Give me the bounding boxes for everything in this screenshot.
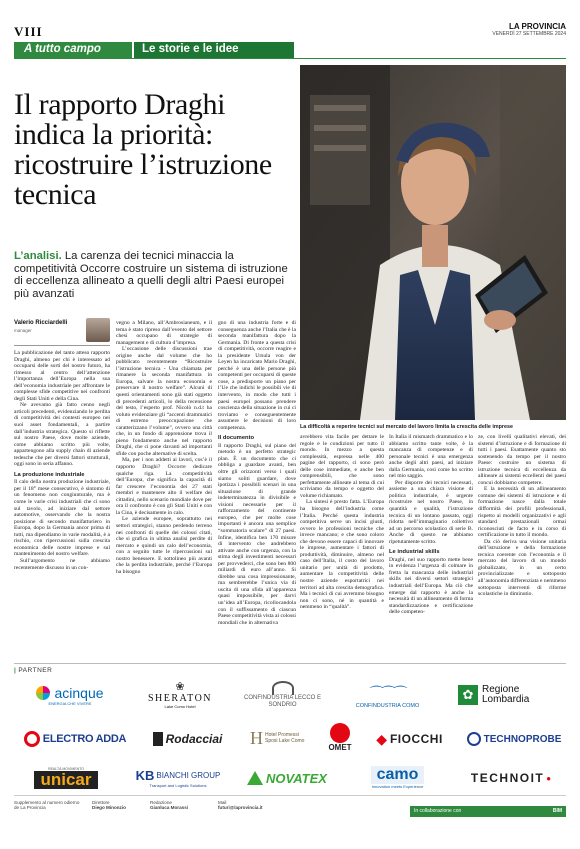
partner-label: | PARTNER xyxy=(14,667,53,674)
acinque-icon xyxy=(36,686,50,700)
footer-supplement: Supplemento al numero odierno de La Provincia xyxy=(14,800,80,811)
paragraph: Per disporre dei tecnici necessari, assieme a una chiara visione di politica industriale, è urgente ricostruire nel nostro Paese, in quantità e qualità, l’istruzione tecnica di un lontano passato, oggi ridotta nell’immaginario collettivo ad un percorso scolastico di serie B. Anche di questo ne abbiamo ripetutamente scritto. xyxy=(389,479,473,545)
paragraph: avrebbero vita facile per dettare le regole e le condizioni per tutto il mondo. In mezzo a questa complessità, espressa nelle 400 pagine del rapporto, ci sono però delle cose immediate, e anche ben comprensibili, che sono perfettamente allineate al tema di cui scriviamo da tempo e oggetto del volume richiamato. xyxy=(300,434,384,499)
rodacciai-icon xyxy=(153,732,163,746)
confindustria-icon xyxy=(272,681,294,695)
subheading: Il documento xyxy=(218,435,255,442)
footer-editorial: Redazione Gianluca Morassi xyxy=(150,800,189,811)
paragraph: Il rapporto Draghi, sul piano del metodo è un perfetto strategic plan. È un documento che ci obbliga a guardare avanti, ben oltre gli orizzonti verso i quali siamo soliti guardare, dove ipotizza i possibili scenari in una situazione di grande indeterminatezza in divisibile e visioni necessarie per il rafforzamento del continente europeo, che per molte cose importanti è ancora una semplice “sommatoria scalare” di 27 paesi. Infine, identifica ben 170 misure di intervento che andrebbero attivate anche con urgenza, con la stima degli investimenti necessari per provvederci, che sono ben 800 miliardi di euro all’anno. Si direbbe una cosa impressionante, ma sembrerebbe l’unica via di uscita di una sfida all’apparenza quasi impossibile, per darvi un’idea all’Europa, ricollocandola con il suffissamento di ciascun Paese competitività vista ai colossi mondiali che in alternativa xyxy=(218,442,296,626)
partner-logo-technoprobe[interactable]: TECHNOPROBE xyxy=(462,727,566,751)
partner-logo-sheraton[interactable]: ❀ SHERATON Lake Como Hotel xyxy=(147,680,213,709)
footer-mail[interactable]: Mail futuri@laprovincia.it xyxy=(218,800,263,811)
paragraph: In Italia il mismatch drammatico e lo abbiamo scritto tante volte, è la mancanza di competenze e di personale tecnici è una emergenza anche degli altri paesi, ad iniziare dalla Germania, così come ho scritto nel mio saggio. xyxy=(389,434,473,480)
novatex-icon xyxy=(247,771,263,785)
paragraph: vegno a Milano, all’Ambrosianeum, e il tema è stato ripreso dall’evento del settore chesi occupano di strategie di management e di cultura d’impresa. xyxy=(116,320,212,346)
collaboration-banner: In collaborazione con BIM xyxy=(410,806,566,817)
electro-adda-icon xyxy=(24,731,40,747)
article-photo xyxy=(300,65,566,420)
section-bar xyxy=(14,42,294,58)
partner-logo-confindustria-como[interactable]: ⌒⌒⌒ CONFINDUSTRIA COMO xyxy=(355,685,420,709)
column-1 xyxy=(14,350,110,655)
deck-text: La carenza dei tecnici minaccia la competitività Occorre costruire un sistema di istruzione di eccellenza allineato a quelli degli altri Paesi europei più avanzati xyxy=(14,250,288,300)
partner-logo-regione-lombardia[interactable]: ✿ Regione Lombardia xyxy=(450,680,560,710)
partner-logo-electro-adda[interactable]: ELECTRO ADDA xyxy=(16,727,134,751)
partner-logo-bianchi-group[interactable]: KB BIANCHI GROUP Transport and Logistic Solutions xyxy=(135,768,221,788)
masthead xyxy=(492,22,566,37)
paragraph: Sull’argomento ne abbiamo recentemente discusso in un con- xyxy=(14,557,110,571)
column-2 xyxy=(116,320,212,655)
partner-logo-acinque[interactable]: acinque ENERGIA CHE VIVERE xyxy=(20,680,120,710)
partner-logo-omet[interactable]: OMET xyxy=(322,718,358,756)
column-4 xyxy=(300,434,384,656)
paragraph: La pubblicazione del tanto atteso rapporto Draghi, almeno per chi è interessato ad occuparsi delle sorti del nostro futuro, ha rimesso al centro dell’attenzione l’importanza dell’Europa nella sua dell’economia industriale per affrontare le complesse sfide competitive nei confronti degli Stati Uniti e della Cina. xyxy=(14,350,110,402)
section-rule xyxy=(14,58,566,59)
masthead-logo: LA PROVINCIA xyxy=(508,22,566,31)
paragraph: ze, con livelli qualitativi elevati, dei sistemi d’istruzione e di formazione di tutti i paesi. Esattamente quanto sto sostenendo da tempo per il nostro Paese: costruire un sistema di istruzione tecnica di eccellenza da allineare ai sistemi eccellenti dei paesi concui dobbiamo competere. xyxy=(478,434,566,486)
column-5 xyxy=(389,434,473,656)
partner-logo-novatex[interactable]: NOVATEX xyxy=(232,766,342,790)
byline-rule xyxy=(14,345,110,346)
omet-icon xyxy=(330,723,350,743)
partner-logo-technoit[interactable]: TECHNOIT ● xyxy=(470,771,552,785)
column-6 xyxy=(478,434,566,656)
paragraph: Le aziende europee, soprattutto nei settori strategici, stanno perdendo terreno nei confronti di quelle dei colossi citati, che si grafica in ultima analisi perdite di mercato e quindi un calo dell’economia, con a seguito tutte le ripercussioni sul nostro benessere. E sottolineo più avanti che la perdita industriale, perché l’Europa ha bisogno xyxy=(116,516,212,575)
subheading: Le industrial skills xyxy=(389,549,440,556)
section-secondary[interactable]: Le storie e le idee xyxy=(134,42,294,58)
paragraph: gno di una industria forte e di conseguenza anche l’Italia che è la seconda manifattura dopo la Germania. Di fronte a questa crisi di competitività, occorre reagire e la presidente Ursula von der Leyen ha incaricato Mario Draghi, perché è una delle persone più competenti per occuparsi di queste cose, a predisporre un piano per l’Ue che indichi le possibili vie di intervento, in modo che tutti i paesi europei possano prendere coscienza della situazione in cui ci troviamo e conseguentemente assumere le decisioni di loro competenza. xyxy=(218,320,296,431)
paragraph: L’occasione delle discussioni trae origine anche dal volume che ho pubblicato recentemente “Ricostruire l’istruzione tecnica - Una chiamata per rimanere la seconda manifattura in Europa, salvare la nostra economia e preservare il nostro welfare”. Alcuni di questi orientamenti sono già stati oggetto di precedenti articoli, lo della recensione del testo, l’esperto prof. Nicolò n.d.t ha voluto evidenziare gli “accenti drammatici di estremo preoccupazione che caratterizzano l’volume”, ovvero una città che, in un fondo di apprensione trova il pieno fondamento anche nel rapporto Draghi, che ci pone davanti ad importanti sfide con poche alternative di scelta. xyxy=(116,346,212,457)
partner-logo-fiocchi[interactable]: ◆ FIOCCHI xyxy=(376,730,443,747)
partner-logo-unicar[interactable]: REALTÀ MOVIMENTO unicar xyxy=(16,764,116,792)
photo-worker-tablet xyxy=(300,65,566,420)
sheraton-icon: ❀ xyxy=(175,680,185,693)
confindustria-como-icon: ⌒⌒⌒ xyxy=(369,685,406,701)
bianchi-icon: KB xyxy=(135,768,155,783)
deck-kicker: L’analisi. xyxy=(14,250,62,262)
promessi-sposi-icon: H xyxy=(250,727,263,748)
fiocchi-icon: ◆ xyxy=(376,730,387,747)
regione-lombardia-icon: ✿ xyxy=(458,685,478,705)
partner-rule xyxy=(14,663,566,664)
technoprobe-icon xyxy=(467,732,481,746)
byline-name: Valerio Ricciardelli xyxy=(14,320,68,326)
photo-caption: La difficoltà a reperire tecnici sul mercato del lavoro limita la crescita delle imprese xyxy=(300,424,514,430)
headline: Il rapporto Draghi indica la priorità: ricostruire l’istruzione tecnica xyxy=(14,88,272,211)
author-avatar xyxy=(86,318,110,342)
subheading: La produzione industriale xyxy=(14,471,85,478)
paragraph: Ma, per i non addetti ai lavori, cos’è il rapporto Draghi? Occorre dedicare qualche riga. La competitività dell’Europa, che significa la capacità di far crescere l’economia dei 27 stati membri e mantenere alto il welfare dei cittadini, nello scenario mondiale dove per ora il confronto è con gli Stati Uniti e con la Cina, è decisamente in calo. xyxy=(116,457,212,516)
section-primary[interactable]: A tutto campo xyxy=(14,42,132,58)
paragraph: E la necessità di un allineamento comune dei sistemi di istruzione e di formazione nasce dalla totale difformità dei profili professionali, rispetto ai modelli organizzativi e agli standard prestazionali ormai riconosciuti de facto e in corso di certificazione in tutto il mondo. xyxy=(478,486,566,539)
footer-director: Direttore Diego Minonzio xyxy=(92,800,126,811)
paragraph: Da ciò deriva una visione unitaria dell’istruzione e della formazione tecnica coerente con l’economia e il mercato del lavoro di un mondo globalizzato, in un certo provincializzate e sottoposto all’autonomia differenziata e nemmeno sottoposta interventi di riforme scolastiche in diminutio. xyxy=(478,538,566,598)
paragraph: Il calo della nostra produzione industriale, per il 18° mese consecutivo, è sintomo di un fenomeno non congiunturale, ma è come le varie crisi industriali che ci sono sul tavolo, ad iniziare dal settore automotive, osservando che la nostra posizione di secondo manifatturiero in Europa, dopo la Germania ancor prima di tutti, ma dipendiamo in varie modalità, è a rischio, con ripercussioni sulla crescita economica delle nostre imprese e sul mantenimento del nostro welfare. xyxy=(14,479,110,558)
footer-rule xyxy=(14,795,566,796)
paragraph: Ne avevamo già fatto cenno negli articoli precedenti, evidenziando le perdita di competitività dei contesti europeo nei suoi asset fondamentali, a partire dall’industria strategica. Questo si riflette sul nostro Paese, dove molte aziende, come abbiamo scritto più volte, appartengono alla supply chain di aziende tedesche che per diversi fattori strutturali, oggi sono in seria affanno. xyxy=(14,402,110,468)
page-number: VIII xyxy=(14,24,43,39)
article-deck xyxy=(14,250,294,300)
partner-logo-promessi-sposi[interactable]: H Hotel Promessi Sposi Lake Como xyxy=(250,727,305,748)
column-3 xyxy=(218,320,296,655)
paragraph: La sintesi è presto fatta. L’Europa ha bisogno dell’industria come l’Italia. Perché questa industria competitiva serve un incisi giusti, ovvero le professioni tecniche che invece mancano; e che sono coloro che devono essere capaci di innovare le imprese, aumentare i fattori di produttività, diminuire, almeno nel caso dell’Italia, il costo del lavoro unitario per unità di prodotto, aumentare la competitività delle nostre aziende esportatrici nei territori ad alta crescita demografica. Ma i tecnici di cui avremmo bisogno non ci sono, né in quantità e nemmeno in “qualità”. xyxy=(300,499,384,611)
partner-logo-rodacciai[interactable]: Rodacciai xyxy=(140,727,235,751)
partner-logo-confindustria-lecco[interactable]: CONFINDUSTRIA LECCO E SONDRIO xyxy=(235,676,330,714)
partner-logo-camo[interactable]: camo Innovation meets Experience xyxy=(371,765,424,789)
paragraph: Draghi, nel suo rapporto mette bene in evidenza l’urgenza di colmare in fretta la mancanza delle industrial skills nei diversi settori strategici industriali dell’Europa. Ma ciò che emerge dal rapporto è anche la necessità di un allineamento di forma standardizzazione e certificazione delle competen- xyxy=(389,556,473,616)
bim-logo: BIM xyxy=(552,808,562,814)
masthead-date: VENERDÌ 27 SETTEMBRE 2024 xyxy=(492,31,566,37)
byline-role: manager xyxy=(14,328,32,333)
technoit-icon: ● xyxy=(546,773,552,783)
